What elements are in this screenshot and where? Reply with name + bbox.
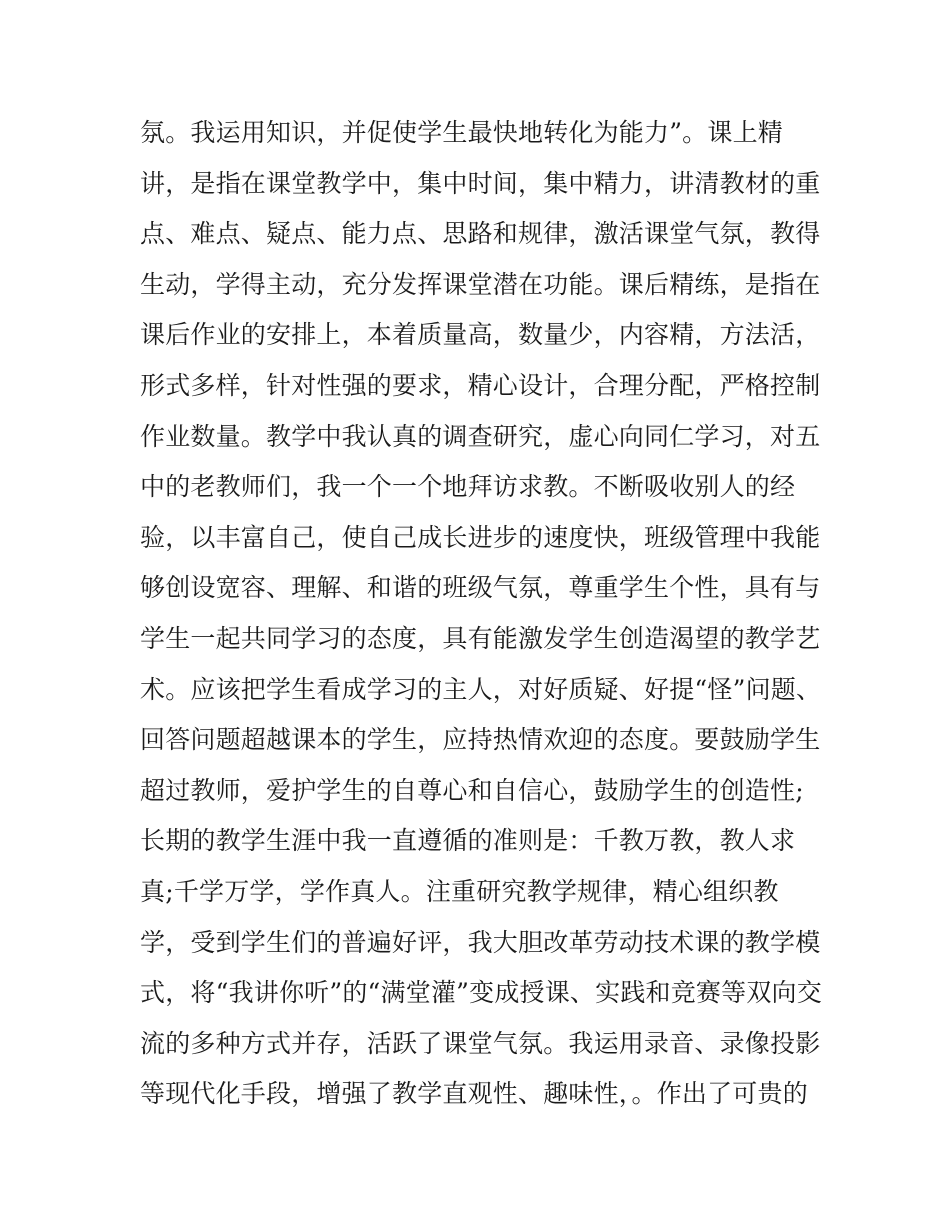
text-line: 验，以丰富自己，使自己成长进步的速度快，班级管理中我能 <box>140 522 821 552</box>
text-line: 讲，是指在课堂教学中，集中时间，集中精力，讲清教材的重 <box>140 168 821 198</box>
text-line: 真;千学万学，学作真人。注重研究教学规律，精心组织教 <box>140 876 779 906</box>
text-line: 等现代化手段，增强了教学直观性、趣味性，。作出了可贵的 <box>140 1079 808 1109</box>
text-line: 学生一起共同学习的态度，具有能激发学生创造渴望的教学艺 <box>140 623 821 653</box>
text-line: 超过教师，爱护学生的自尊心和自信心，鼓励学生的创造性; <box>140 775 804 805</box>
text-line: 回答问题超越课本的学生，应持热情欢迎的态度。要鼓励学生 <box>140 725 821 755</box>
text-line: 够创设宽容、理解、和谐的班级气氛，尊重学生个性，具有与 <box>140 573 821 603</box>
text-line: 术。应该把学生看成学习的主人，对好质疑、好提“怪”问题、 <box>140 674 822 704</box>
text-line: 形式多样，针对性强的要求，精心设计，合理分配，严格控制 <box>140 370 821 400</box>
text-line: 学，受到学生们的普遍好评，我大胆改革劳动技术课的教学模 <box>140 927 821 957</box>
text-line: 点、难点、疑点、能力点、思路和规律，激活课堂气氛，教得 <box>140 219 821 249</box>
text-line: 生动，学得主动，充分发挥课堂潜在功能。课后精练，是指在 <box>140 269 821 299</box>
text-line: 流的多种方式并存，活跃了课堂气氛。我运用录音、录像投影 <box>140 1028 821 1058</box>
text-line: 作业数量。教学中我认真的调查研究，虚心向同仁学习，对五 <box>140 421 821 451</box>
text-line: 氛。我运用知识，并促使学生最快地转化为能力”。课上精 <box>140 118 783 147</box>
text-line: 中的老教师们，我一个一个地拜访求教。不断吸收别人的经 <box>140 472 796 502</box>
body-text <box>140 108 830 1120</box>
text-line: 式，将“我讲你听”的“满堂灌”变成授课、实践和竞赛等双向交 <box>140 978 822 1008</box>
text-line: 课后作业的安排上，本着质量高，数量少，内容精，方法活， <box>140 320 821 350</box>
text-line: 长期的教学生涯中我一直遵循的准则是：千教万教，教人求 <box>140 826 796 856</box>
